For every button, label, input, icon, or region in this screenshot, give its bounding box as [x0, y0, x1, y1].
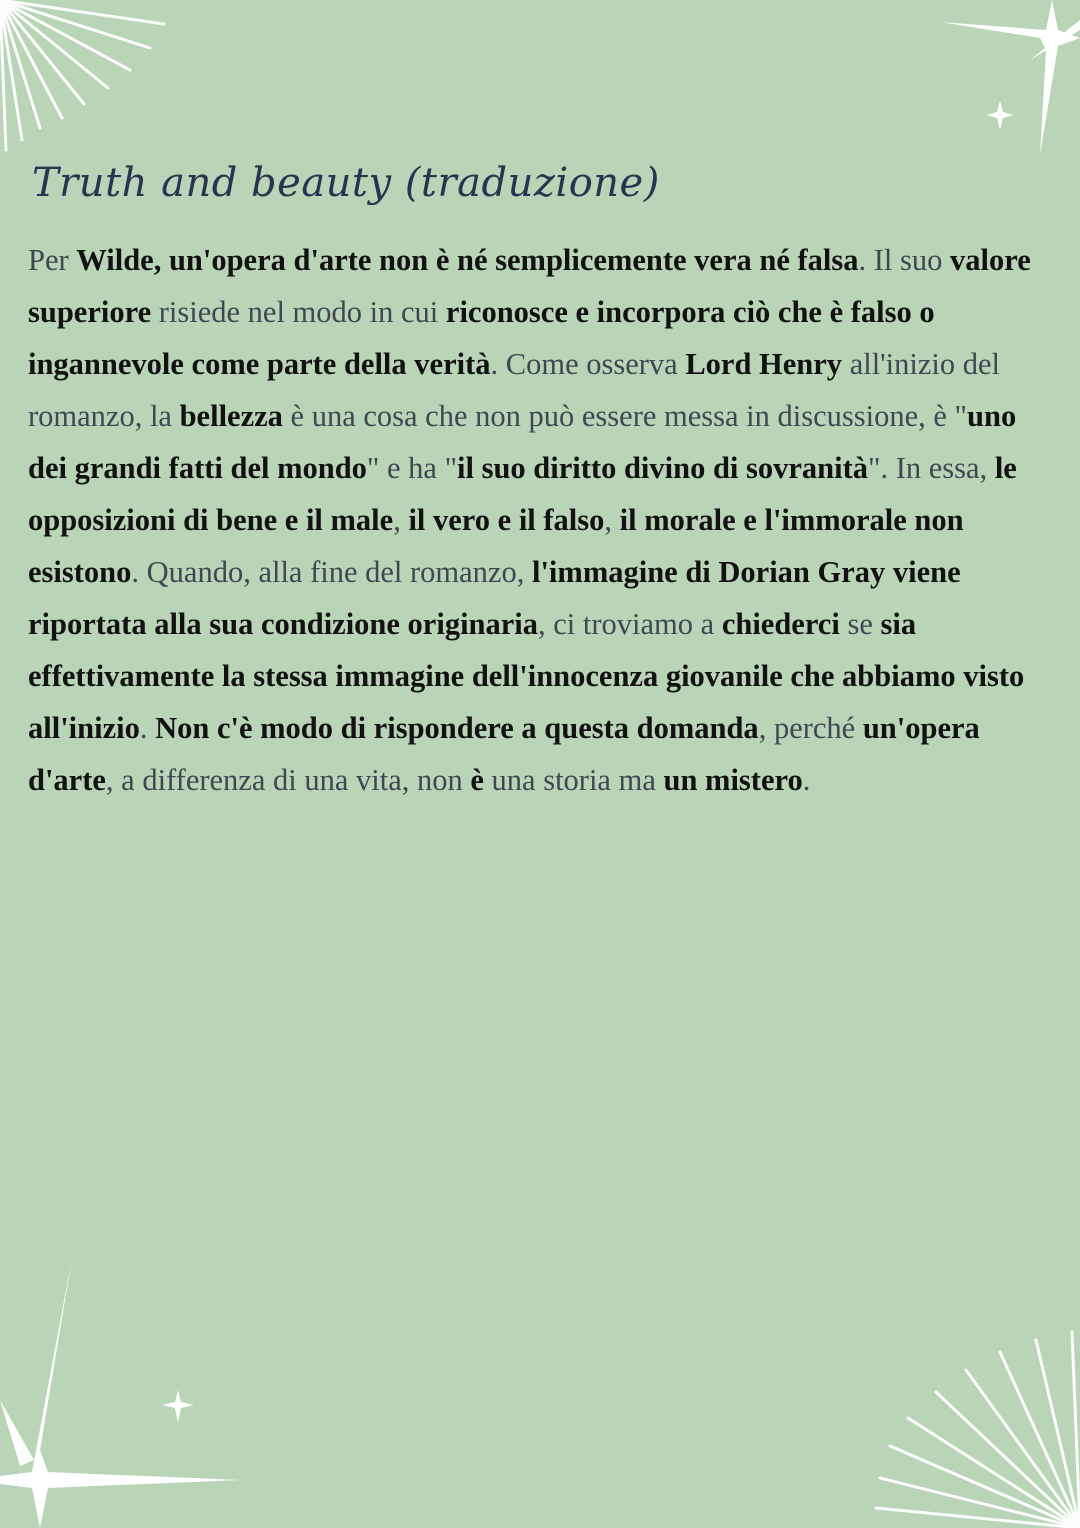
bold-text-run: il vero e il falso — [408, 503, 605, 537]
text-run: . Quando, alla fine del romanzo, — [131, 555, 532, 589]
text-run: , ci troviamo a — [538, 607, 722, 641]
bottom-right-rays-decoration — [876, 1332, 1080, 1528]
text-run: . Come osserva — [490, 347, 686, 381]
text-run: una storia ma — [483, 763, 664, 797]
text-run: , — [393, 503, 409, 537]
bold-text-run: il morale e l'immorale non esistono — [28, 503, 964, 589]
text-run: . — [802, 763, 811, 797]
text-run: " e ha " — [366, 451, 458, 485]
bold-text-run: un'opera d'arte — [28, 711, 980, 797]
bold-text-run: l'immagine di Dorian Gray viene riportata alla sua condizione originaria — [28, 555, 961, 641]
bold-text-run: valore superiore — [28, 243, 1031, 329]
bold-text-run: il suo diritto divino di sovranità — [457, 451, 869, 485]
body-paragraph — [28, 234, 1058, 806]
bold-text-run: sia effettivamente la stessa immagine dell'innocenza giovanile che abbiamo visto all'inizio — [28, 607, 1025, 745]
bold-text-run: bellezza — [179, 399, 283, 433]
text-run: . — [139, 711, 156, 745]
bold-text-run: chiederci — [721, 607, 840, 641]
text-run: se — [839, 607, 881, 641]
bold-text-run: Non c'è modo di rispondere a questa domanda — [155, 711, 759, 745]
bottom-left-sparkle-icon — [0, 1258, 240, 1528]
bold-text-run: Wilde, un'opera d'arte non è né semplicemente vera né falsa — [76, 243, 859, 277]
text-run: ". In essa, — [868, 451, 995, 485]
bold-text-run: riconosce e incorpora ciò che è falso o ingannevole come parte della verità — [28, 295, 935, 381]
bold-text-run: Lord Henry — [685, 347, 843, 381]
page-title: Truth and beauty (traduzione) — [32, 160, 660, 206]
text-run: , a differenza di una vita, non — [105, 763, 471, 797]
bold-text-run: uno dei grandi fatti del mondo — [28, 399, 1017, 485]
text-run: . Il suo — [858, 243, 950, 277]
text-run: risiede nel modo in cui — [151, 295, 446, 329]
text-run: Per — [28, 243, 77, 277]
bold-text-run: un mistero — [663, 763, 803, 797]
top-left-rays-decoration — [0, 0, 164, 150]
text-run: , — [604, 503, 620, 537]
top-right-sparkle-icon — [940, 0, 1080, 155]
bold-text-run: è — [470, 763, 484, 797]
text-run: all'inizio del romanzo, la — [28, 347, 1001, 433]
text-run: , perché — [758, 711, 863, 745]
bold-text-run: le opposizioni di bene e il male — [28, 451, 1017, 537]
text-run: è una cosa che non può essere messa in discussione, è " — [282, 399, 968, 433]
